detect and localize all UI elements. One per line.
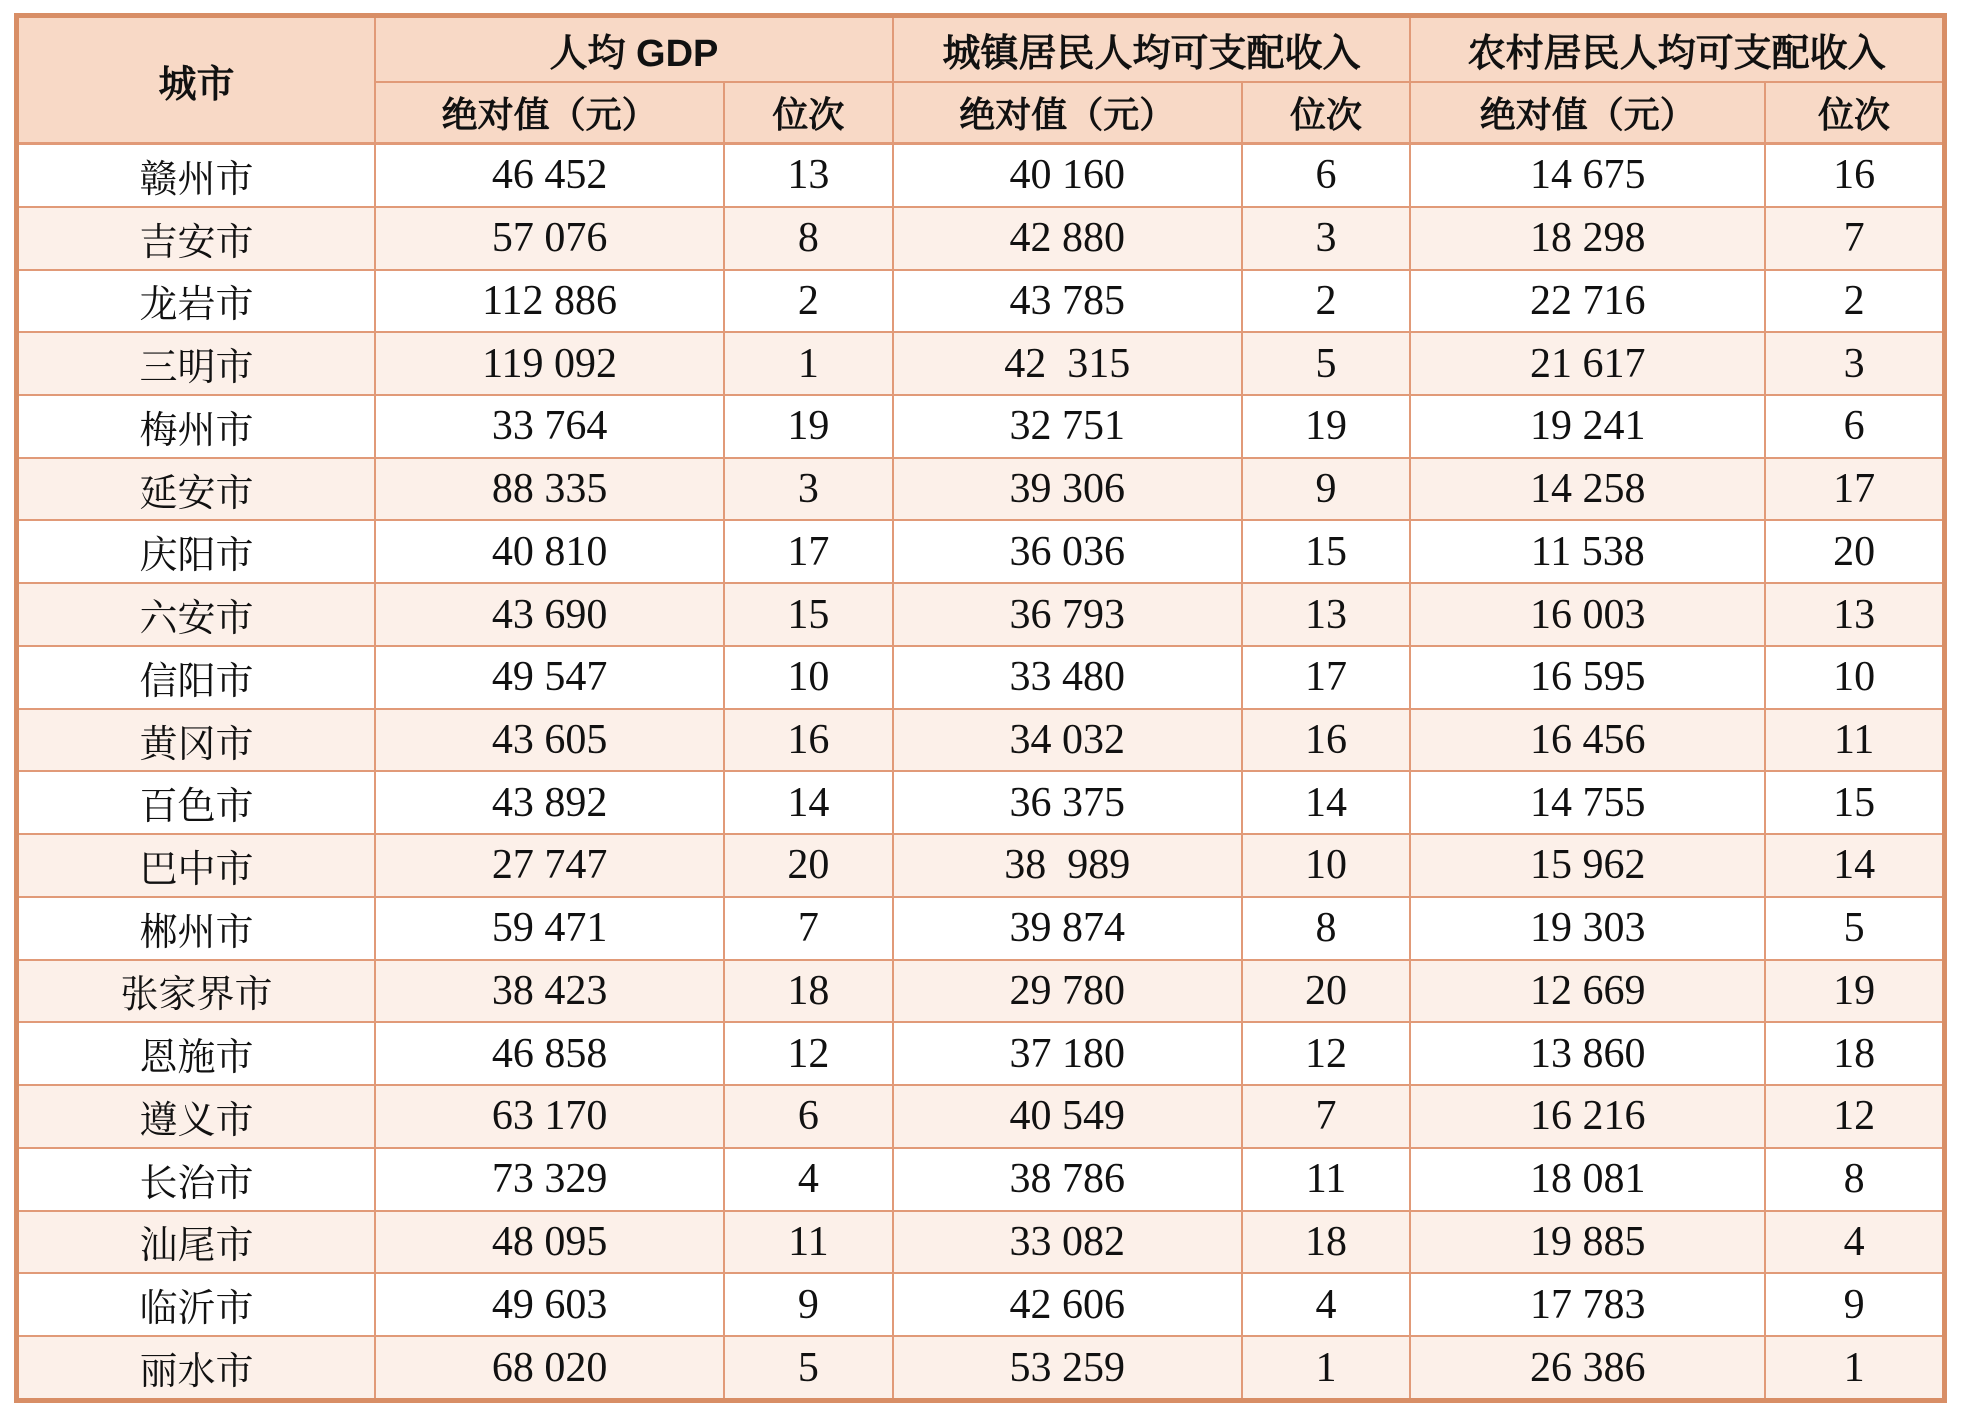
gdp-rank-cell: 14 <box>724 771 893 834</box>
city-cell: 张家界市 <box>17 960 376 1023</box>
rural-rank-cell: 11 <box>1765 709 1944 772</box>
city-cell: 三明市 <box>17 332 376 395</box>
gdp-abs-cell: 38 423 <box>375 960 724 1023</box>
urban-abs-cell: 42 606 <box>893 1273 1242 1336</box>
gdp-rank-cell: 4 <box>724 1148 893 1211</box>
gdp-abs-cell: 43 690 <box>375 583 724 646</box>
gdp-rank-cell: 17 <box>724 520 893 583</box>
rural-abs-cell: 16 456 <box>1410 709 1765 772</box>
gdp-abs-cell: 40 810 <box>375 520 724 583</box>
subheader-gdp-rank: 位次 <box>724 82 893 144</box>
gdp-abs-cell: 112 886 <box>375 270 724 333</box>
table-row <box>17 270 1945 333</box>
gdp-abs-cell: 27 747 <box>375 834 724 897</box>
header-group-rural-income: 农村居民人均可支配收入 <box>1410 16 1944 82</box>
gdp-abs-cell: 33 764 <box>375 395 724 458</box>
urban-rank-cell: 12 <box>1242 1022 1411 1085</box>
table-row <box>17 1273 1945 1336</box>
subheader-gdp-absolute: 绝对值（元） <box>375 82 724 144</box>
gdp-abs-cell: 46 452 <box>375 144 724 207</box>
urban-rank-cell: 13 <box>1242 583 1411 646</box>
city-cell: 巴中市 <box>17 834 376 897</box>
table-row <box>17 960 1945 1023</box>
city-cell: 龙岩市 <box>17 270 376 333</box>
rural-rank-cell: 12 <box>1765 1085 1944 1148</box>
city-cell: 赣州市 <box>17 144 376 207</box>
city-cell: 丽水市 <box>17 1336 376 1401</box>
gdp-rank-cell: 15 <box>724 583 893 646</box>
urban-abs-cell: 39 874 <box>893 897 1242 960</box>
city-cell: 遵义市 <box>17 1085 376 1148</box>
urban-abs-cell: 37 180 <box>893 1022 1242 1085</box>
urban-abs-cell: 34 032 <box>893 709 1242 772</box>
table-row <box>17 332 1945 395</box>
gdp-abs-cell: 48 095 <box>375 1211 724 1274</box>
gdp-rank-cell: 10 <box>724 646 893 709</box>
rural-rank-cell: 9 <box>1765 1273 1944 1336</box>
urban-rank-cell: 9 <box>1242 458 1411 521</box>
rural-abs-cell: 16 595 <box>1410 646 1765 709</box>
subheader-rural-absolute: 绝对值（元） <box>1410 82 1765 144</box>
header-city: 城市 <box>17 16 376 144</box>
urban-rank-cell: 3 <box>1242 207 1411 270</box>
urban-rank-cell: 5 <box>1242 332 1411 395</box>
urban-abs-cell: 33 082 <box>893 1211 1242 1274</box>
city-cell: 黄冈市 <box>17 709 376 772</box>
subheader-rural-rank: 位次 <box>1765 82 1944 144</box>
rural-abs-cell: 19 885 <box>1410 1211 1765 1274</box>
rural-abs-cell: 14 755 <box>1410 771 1765 834</box>
urban-abs-cell: 43 785 <box>893 270 1242 333</box>
table-row <box>17 709 1945 772</box>
rural-abs-cell: 13 860 <box>1410 1022 1765 1085</box>
rural-rank-cell: 5 <box>1765 897 1944 960</box>
table-row <box>17 458 1945 521</box>
urban-rank-cell: 19 <box>1242 395 1411 458</box>
gdp-rank-cell: 2 <box>724 270 893 333</box>
rural-abs-cell: 21 617 <box>1410 332 1765 395</box>
urban-rank-cell: 4 <box>1242 1273 1411 1336</box>
urban-abs-cell: 29 780 <box>893 960 1242 1023</box>
gdp-rank-cell: 3 <box>724 458 893 521</box>
table-row <box>17 1022 1945 1085</box>
gdp-rank-cell: 16 <box>724 709 893 772</box>
rural-abs-cell: 18 298 <box>1410 207 1765 270</box>
header-row-groups <box>17 16 1945 82</box>
rural-rank-cell: 16 <box>1765 144 1944 207</box>
gdp-rank-cell: 7 <box>724 897 893 960</box>
urban-abs-cell: 40 549 <box>893 1085 1242 1148</box>
table-row <box>17 1085 1945 1148</box>
table-row <box>17 834 1945 897</box>
rural-rank-cell: 8 <box>1765 1148 1944 1211</box>
table-row <box>17 1211 1945 1274</box>
gdp-rank-cell: 18 <box>724 960 893 1023</box>
rural-rank-cell: 7 <box>1765 207 1944 270</box>
urban-abs-cell: 38 989 <box>893 834 1242 897</box>
gdp-abs-cell: 73 329 <box>375 1148 724 1211</box>
gdp-abs-cell: 49 547 <box>375 646 724 709</box>
city-cell: 长治市 <box>17 1148 376 1211</box>
rural-abs-cell: 19 241 <box>1410 395 1765 458</box>
rural-abs-cell: 12 669 <box>1410 960 1765 1023</box>
gdp-abs-cell: 68 020 <box>375 1336 724 1401</box>
rural-abs-cell: 17 783 <box>1410 1273 1765 1336</box>
table-row <box>17 144 1945 207</box>
gdp-abs-cell: 63 170 <box>375 1085 724 1148</box>
urban-rank-cell: 14 <box>1242 771 1411 834</box>
urban-abs-cell: 40 160 <box>893 144 1242 207</box>
urban-rank-cell: 1 <box>1242 1336 1411 1401</box>
gdp-rank-cell: 5 <box>724 1336 893 1401</box>
rural-rank-cell: 14 <box>1765 834 1944 897</box>
gdp-rank-cell: 13 <box>724 144 893 207</box>
urban-rank-cell: 2 <box>1242 270 1411 333</box>
urban-abs-cell: 39 306 <box>893 458 1242 521</box>
gdp-rank-cell: 11 <box>724 1211 893 1274</box>
table-body <box>17 144 1945 1401</box>
rural-rank-cell: 18 <box>1765 1022 1944 1085</box>
urban-abs-cell: 38 786 <box>893 1148 1242 1211</box>
urban-abs-cell: 36 375 <box>893 771 1242 834</box>
urban-rank-cell: 20 <box>1242 960 1411 1023</box>
rural-rank-cell: 1 <box>1765 1336 1944 1401</box>
urban-rank-cell: 17 <box>1242 646 1411 709</box>
city-cell: 梅州市 <box>17 395 376 458</box>
subheader-urban-rank: 位次 <box>1242 82 1411 144</box>
urban-rank-cell: 7 <box>1242 1085 1411 1148</box>
gdp-rank-cell: 19 <box>724 395 893 458</box>
rural-abs-cell: 19 303 <box>1410 897 1765 960</box>
urban-abs-cell: 42 315 <box>893 332 1242 395</box>
urban-rank-cell: 15 <box>1242 520 1411 583</box>
city-cell: 郴州市 <box>17 897 376 960</box>
table-row <box>17 1336 1945 1401</box>
urban-abs-cell: 36 036 <box>893 520 1242 583</box>
rural-rank-cell: 15 <box>1765 771 1944 834</box>
rural-abs-cell: 26 386 <box>1410 1336 1765 1401</box>
rural-rank-cell: 10 <box>1765 646 1944 709</box>
urban-abs-cell: 42 880 <box>893 207 1242 270</box>
table-row <box>17 646 1945 709</box>
urban-abs-cell: 32 751 <box>893 395 1242 458</box>
rural-rank-cell: 17 <box>1765 458 1944 521</box>
header-group-gdp: 人均 GDP <box>375 16 893 82</box>
rural-rank-cell: 20 <box>1765 520 1944 583</box>
table-row <box>17 395 1945 458</box>
rural-abs-cell: 14 675 <box>1410 144 1765 207</box>
rural-rank-cell: 19 <box>1765 960 1944 1023</box>
city-income-table <box>14 13 1947 1403</box>
city-cell: 百色市 <box>17 771 376 834</box>
table-row <box>17 771 1945 834</box>
gdp-abs-cell: 57 076 <box>375 207 724 270</box>
gdp-abs-cell: 59 471 <box>375 897 724 960</box>
table-row <box>17 520 1945 583</box>
subheader-urban-absolute: 绝对值（元） <box>893 82 1242 144</box>
gdp-rank-cell: 6 <box>724 1085 893 1148</box>
urban-abs-cell: 33 480 <box>893 646 1242 709</box>
table-row <box>17 207 1945 270</box>
rural-rank-cell: 4 <box>1765 1211 1944 1274</box>
table-row <box>17 1148 1945 1211</box>
table-row <box>17 897 1945 960</box>
urban-abs-cell: 53 259 <box>893 1336 1242 1401</box>
gdp-rank-cell: 9 <box>724 1273 893 1336</box>
rural-abs-cell: 14 258 <box>1410 458 1765 521</box>
urban-rank-cell: 16 <box>1242 709 1411 772</box>
city-cell: 信阳市 <box>17 646 376 709</box>
rural-rank-cell: 3 <box>1765 332 1944 395</box>
gdp-abs-cell: 43 605 <box>375 709 724 772</box>
city-cell: 临沂市 <box>17 1273 376 1336</box>
rural-rank-cell: 6 <box>1765 395 1944 458</box>
rural-abs-cell: 15 962 <box>1410 834 1765 897</box>
city-cell: 汕尾市 <box>17 1211 376 1274</box>
urban-abs-cell: 36 793 <box>893 583 1242 646</box>
rural-abs-cell: 11 538 <box>1410 520 1765 583</box>
gdp-abs-cell: 119 092 <box>375 332 724 395</box>
gdp-abs-cell: 46 858 <box>375 1022 724 1085</box>
city-cell: 吉安市 <box>17 207 376 270</box>
gdp-abs-cell: 88 335 <box>375 458 724 521</box>
urban-rank-cell: 11 <box>1242 1148 1411 1211</box>
city-cell: 六安市 <box>17 583 376 646</box>
rural-abs-cell: 16 216 <box>1410 1085 1765 1148</box>
gdp-abs-cell: 43 892 <box>375 771 724 834</box>
gdp-abs-cell: 49 603 <box>375 1273 724 1336</box>
city-cell: 庆阳市 <box>17 520 376 583</box>
rural-rank-cell: 2 <box>1765 270 1944 333</box>
rural-rank-cell: 13 <box>1765 583 1944 646</box>
city-cell: 恩施市 <box>17 1022 376 1085</box>
table-header <box>17 16 1945 144</box>
table-row <box>17 583 1945 646</box>
urban-rank-cell: 18 <box>1242 1211 1411 1274</box>
urban-rank-cell: 8 <box>1242 897 1411 960</box>
gdp-rank-cell: 8 <box>724 207 893 270</box>
urban-rank-cell: 10 <box>1242 834 1411 897</box>
city-cell: 延安市 <box>17 458 376 521</box>
rural-abs-cell: 18 081 <box>1410 1148 1765 1211</box>
rural-abs-cell: 16 003 <box>1410 583 1765 646</box>
urban-rank-cell: 6 <box>1242 144 1411 207</box>
gdp-rank-cell: 1 <box>724 332 893 395</box>
gdp-rank-cell: 20 <box>724 834 893 897</box>
rural-abs-cell: 22 716 <box>1410 270 1765 333</box>
header-group-urban-income: 城镇居民人均可支配收入 <box>893 16 1411 82</box>
gdp-rank-cell: 12 <box>724 1022 893 1085</box>
